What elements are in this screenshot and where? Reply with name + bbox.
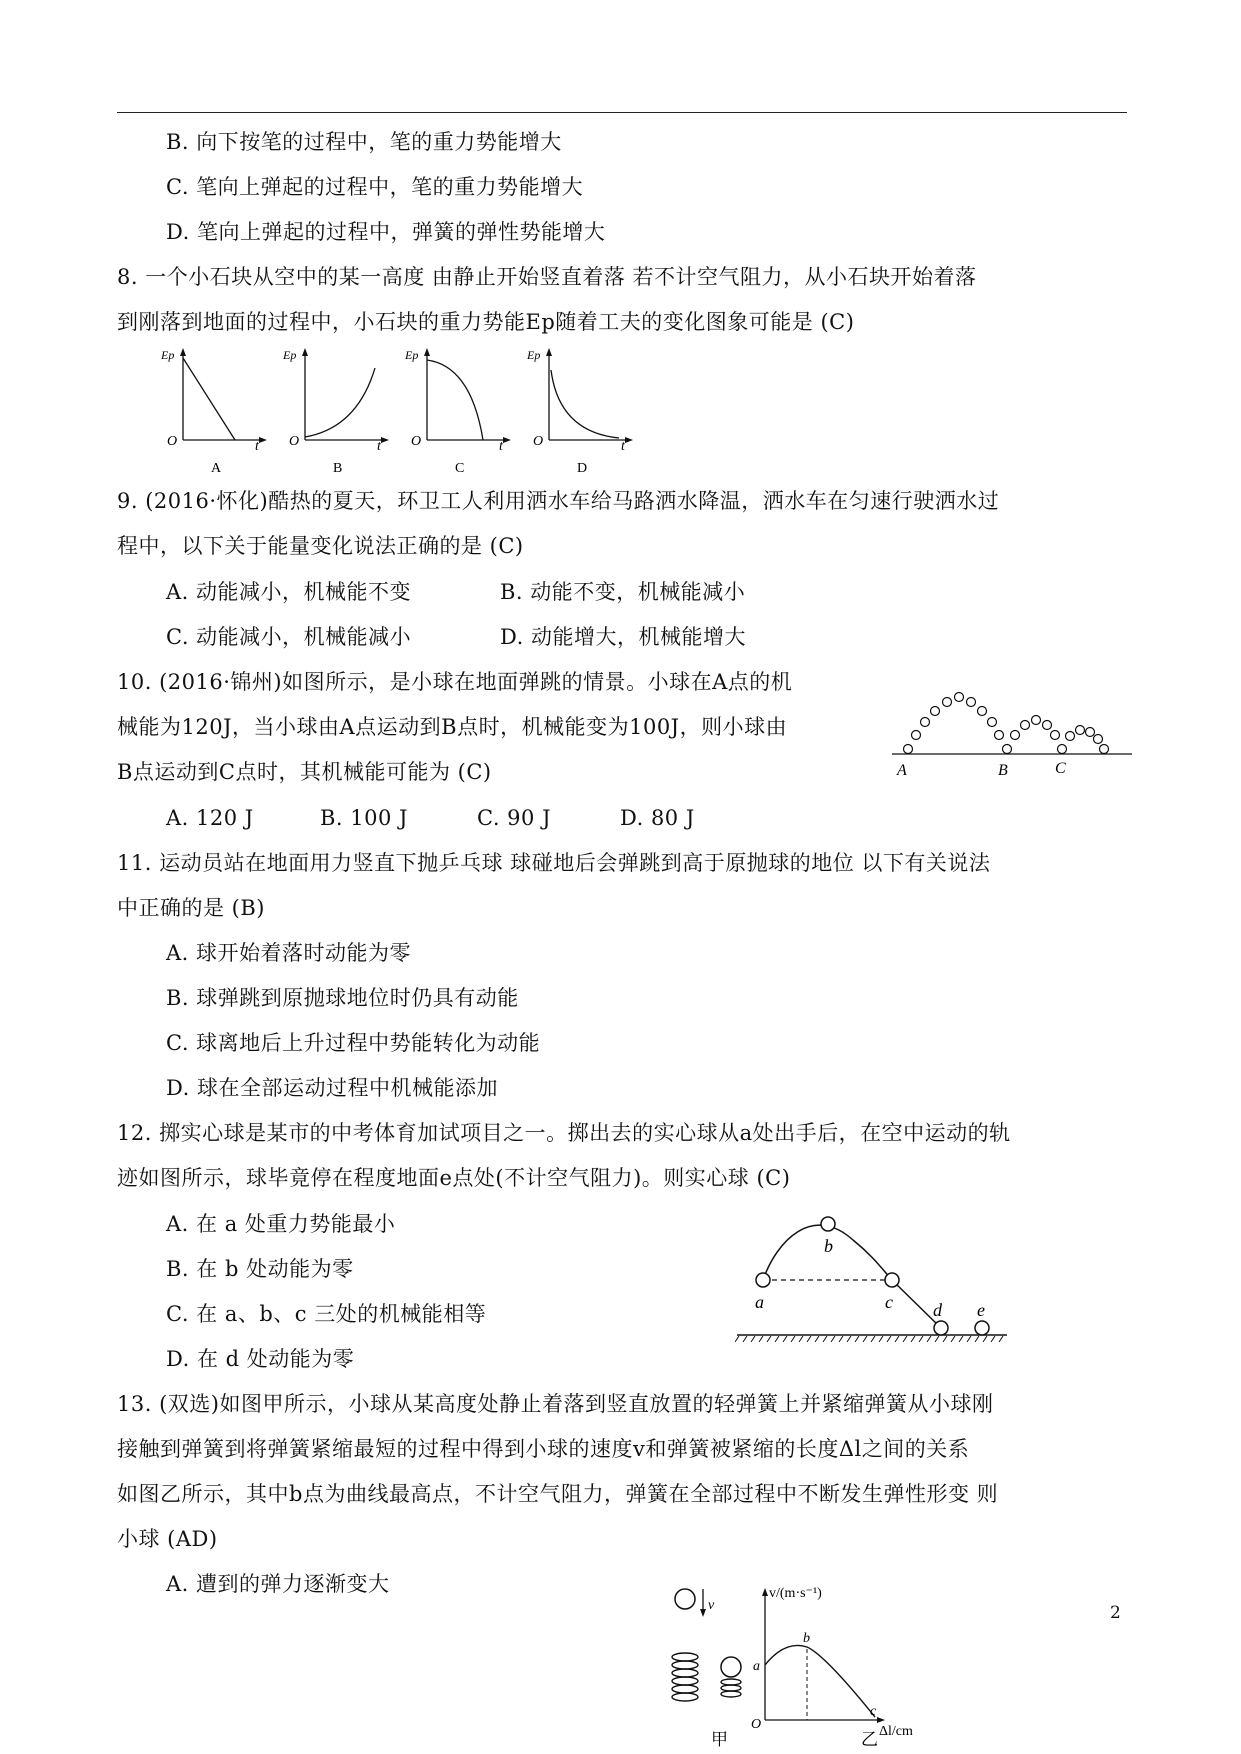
q13-graph-point-b: b bbox=[803, 1631, 810, 1646]
q10-label-c: C bbox=[1055, 760, 1066, 777]
q12-option-c: C. 在 a、b、c 三处的机械能相等 bbox=[166, 1302, 487, 1326]
q9-text-line2: 程中，以下关于能量变化说法正确的是 (C) bbox=[117, 534, 524, 558]
q8-graph-b-origin: O bbox=[289, 434, 300, 449]
q13-graph-point-c: c bbox=[870, 1704, 877, 1719]
q13-text-line4: 小球 (AD) bbox=[117, 1527, 218, 1551]
q10-option-c: C. 90 J bbox=[477, 806, 551, 830]
q8-graph-c bbox=[404, 348, 511, 476]
q12-label-b: b bbox=[824, 1236, 833, 1256]
q9-option-d: D. 动能增大，机械能增大 bbox=[500, 625, 746, 649]
q7-option-c: C. 笔向上弹起的过程中，笔的重力势能增大 bbox=[166, 175, 584, 199]
q11-option-a: A. 球开始着落时动能为零 bbox=[166, 941, 412, 965]
q12-text-line2: 迹如图所示，球毕竟停在程度地面e点处(不计空气阻力)。则实心球 (C) bbox=[117, 1166, 791, 1190]
q13-text-line3: 如图乙所示，其中b点为曲线最高点，不计空气阻力，弹簧在全部过程中不断发生弹性形变 则 bbox=[117, 1482, 999, 1506]
q8-graph-a-ylabel: Ep bbox=[161, 348, 175, 362]
q8-graph-d-label: D bbox=[577, 461, 588, 476]
q9-option-b: B. 动能不变，机械能减小 bbox=[500, 580, 746, 604]
q13-fig-jia-label: 甲 bbox=[711, 1730, 728, 1749]
q8-graph-b bbox=[282, 348, 389, 476]
q11-option-d: D. 球在全部运动过程中机械能添加 bbox=[166, 1076, 498, 1100]
q8-graph-d-origin: O bbox=[533, 434, 544, 449]
page-number: 2 bbox=[1110, 1603, 1121, 1623]
q8-graph-d-xlabel: t bbox=[621, 439, 625, 454]
q13-text-line1: 13. (双选)如图甲所示，小球从某高度处静止着落到竖直放置的轻弹簧上并紧缩弹簧从小球刚 bbox=[117, 1392, 994, 1416]
q13-text-line2: 接触到弹簧到将弹簧紧缩最短的过程中得到小球的速度v和弹簧被紧缩的长度Δl之间的关系 bbox=[117, 1437, 970, 1461]
q8-graph-a-xlabel: t bbox=[255, 439, 259, 454]
q7-option-b: B. 向下按笔的过程中，笔的重力势能增大 bbox=[166, 130, 562, 154]
q12-option-a: A. 在 a 处重力势能最小 bbox=[166, 1212, 396, 1236]
q11-option-b: B. 球弹跳到原抛球地位时仍具有动能 bbox=[166, 986, 519, 1010]
q11-option-c: C. 球离地后上升过程中势能转化为动能 bbox=[166, 1031, 541, 1055]
q8-text-line1: 8. 一个小石块从空中的某一高度 由静止开始竖直着落 若不计空气阻力，从小石块开始着落 bbox=[117, 265, 977, 289]
q12-option-d: D. 在 d 处动能为零 bbox=[166, 1347, 355, 1371]
q8-graph-c-ylabel: Ep bbox=[405, 348, 419, 362]
q8-graph-c-xlabel: t bbox=[499, 439, 503, 454]
q8-graph-c-origin: O bbox=[411, 434, 422, 449]
q13-fig-jia bbox=[672, 1589, 741, 1749]
q10-text-line1: 10. (2016·锦州)如图所示，是小球在地面弹跳的情景。小球在A点的机 bbox=[117, 670, 793, 694]
q8-graph-a-label: A bbox=[211, 461, 222, 476]
q10-bounce-figure bbox=[890, 670, 1135, 785]
q13-graph-point-a: a bbox=[753, 1659, 760, 1674]
q10-text-line3: B点运动到C点时，其机械能可能为 (C) bbox=[117, 760, 492, 784]
q9-text-line1: 9. (2016·怀化)酷热的夏天，环卫工人利用洒水车给马路洒水降温，洒水车在匀速行驶洒水过 bbox=[117, 489, 1000, 513]
q8-graph-a bbox=[160, 348, 267, 476]
q10-option-a: A. 120 J bbox=[166, 806, 254, 830]
q13-fig-yi-label: 乙 bbox=[861, 1730, 878, 1749]
q13-graph-xlabel: Δl/cm bbox=[879, 1724, 913, 1739]
q11-text-line1: 11. 运动员站在地面用力竖直下抛乒乓球 球碰地后会弹跳到高于原抛球的地位 以下有关说法 bbox=[117, 851, 991, 875]
q13-option-a: A. 遭到的弹力逐渐变大 bbox=[166, 1572, 390, 1596]
q8-graph-b-xlabel: t bbox=[377, 439, 381, 454]
q9-option-a: A. 动能减小，机械能不变 bbox=[166, 580, 412, 604]
q10-text-line2: 械能为120J，当小球由A点运动到B点时，机械能变为100J，则小球由 bbox=[117, 715, 788, 739]
q10-option-b: B. 100 J bbox=[320, 806, 408, 830]
q8-graph-d-ylabel: Ep bbox=[527, 348, 541, 362]
q12-trajectory-figure bbox=[735, 1210, 1015, 1360]
q12-label-d: d bbox=[933, 1300, 942, 1320]
q12-option-b: B. 在 b 处动能为零 bbox=[166, 1257, 354, 1281]
q13-graph-ylabel: v/(m·s⁻¹) bbox=[769, 1586, 822, 1601]
q10-label-b: B bbox=[998, 762, 1008, 779]
q8-graph-b-label: B bbox=[333, 461, 343, 476]
q12-label-c: c bbox=[885, 1292, 893, 1312]
q10-label-a: A bbox=[897, 762, 907, 779]
q8-graph-c-label: C bbox=[455, 461, 465, 476]
q12-label-e: e bbox=[977, 1300, 985, 1320]
q13-fig-yi bbox=[751, 1586, 913, 1749]
q11-text-line2: 中正确的是 (B) bbox=[117, 896, 265, 920]
q12-label-a: a bbox=[755, 1292, 764, 1312]
q7-option-d: D. 笔向上弹起的过程中，弹簧的弹性势能增大 bbox=[166, 220, 606, 244]
q13-graph-origin: O bbox=[751, 1717, 762, 1732]
q8-graph-d bbox=[526, 348, 633, 476]
q8-graph-a-origin: O bbox=[167, 434, 178, 449]
q8-text-line2: 到刚落到地面的过程中，小石块的重力势能Ep随着工夫的变化图象可能是 (C) bbox=[117, 310, 855, 334]
q8-graph-b-ylabel: Ep bbox=[283, 348, 297, 362]
q10-option-d: D. 80 J bbox=[620, 806, 695, 830]
header-rule bbox=[117, 112, 1127, 113]
q12-text-line1: 12. 掷实心球是某市的中考体育加试项目之一。掷出去的实心球从a处出手后，在空中运动的轨 bbox=[117, 1121, 1011, 1145]
q8-energy-graphs bbox=[155, 340, 635, 480]
q13-spring-figure bbox=[665, 1585, 1005, 1754]
q13-velocity-label: v bbox=[708, 1598, 715, 1613]
q9-option-c: C. 动能减小，机械能减小 bbox=[166, 625, 412, 649]
